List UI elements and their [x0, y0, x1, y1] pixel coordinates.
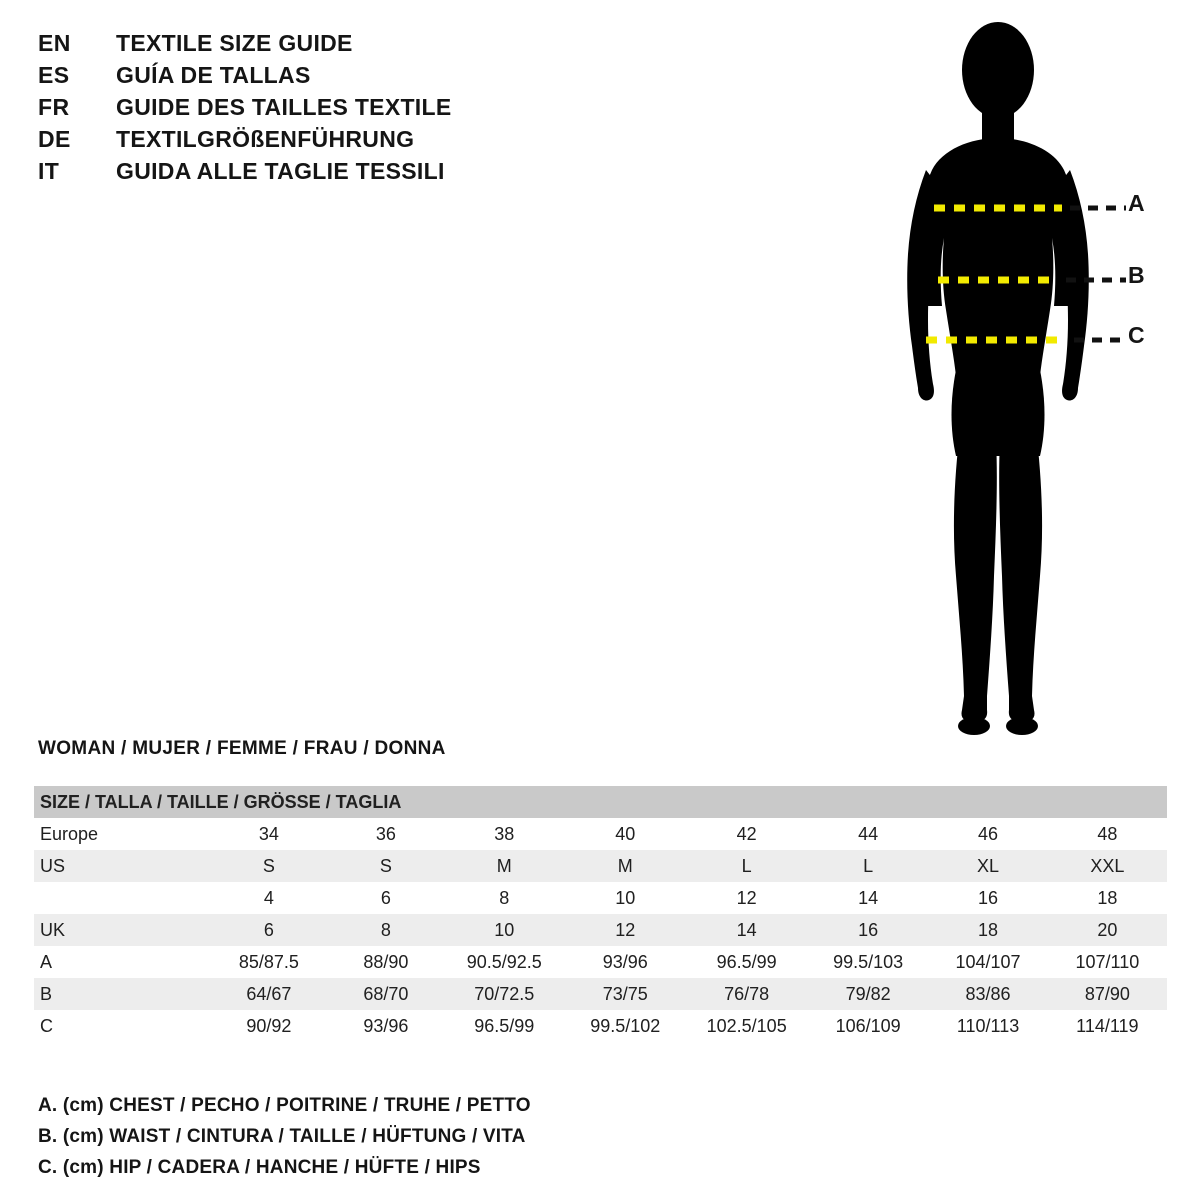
table-cell: 18 [1097, 887, 1118, 908]
table-cell: M [617, 855, 633, 876]
language-code: ES [38, 62, 70, 88]
table-cell: 68/70 [363, 983, 409, 1004]
body-silhouette-figure [830, 10, 1190, 740]
table-cell: 44 [858, 823, 879, 844]
table-row [34, 914, 1167, 946]
table-cell: XXL [1090, 855, 1125, 876]
table-cell: 18 [978, 919, 999, 940]
legend-line-c: C. (cm) HIP / CADERA / HANCHE / HÜFTE / HIPS [38, 1157, 481, 1178]
table-cell: 96.5/99 [716, 951, 777, 972]
table-cell: 64/67 [246, 983, 292, 1004]
table-cell: 114/119 [1076, 1015, 1139, 1036]
table-cell: 12 [736, 887, 757, 908]
row-label [34, 882, 210, 914]
language-code: EN [38, 30, 71, 56]
table-cell: 90/92 [246, 1015, 292, 1036]
language-row [38, 30, 638, 62]
table-caption: WOMAN / MUJER / FEMME / FRAU / DONNA [38, 738, 446, 759]
language-title: GUIDE DES TAILLES TEXTILE [116, 94, 452, 120]
table-cell: 8 [380, 919, 391, 940]
table-cell: 46 [978, 823, 999, 844]
size-chart-table [34, 786, 1167, 1042]
table-cell: 85/87.5 [238, 951, 299, 972]
table-cell: M [496, 855, 512, 876]
table-cell: L [863, 855, 874, 876]
language-code: IT [38, 158, 60, 184]
table-row [34, 946, 1167, 978]
table-cell: 16 [858, 919, 879, 940]
table-cell: 40 [615, 823, 636, 844]
table-cell: 79/82 [845, 983, 891, 1004]
table-cell: 38 [494, 823, 515, 844]
table-cell: S [262, 855, 275, 876]
table-cell: 93/96 [602, 951, 648, 972]
measure-label-a: A [1128, 190, 1145, 216]
table-cell: 10 [615, 887, 636, 908]
table-cell: 87/90 [1084, 983, 1130, 1004]
measure-label-c: C [1128, 322, 1145, 348]
table-cell: 20 [1097, 919, 1118, 940]
table-cell: 107/110 [1075, 951, 1140, 972]
table-cell: 88/90 [363, 951, 409, 972]
female-body-icon [907, 22, 1089, 735]
language-row [38, 158, 638, 190]
table-cell: 90.5/92.5 [466, 951, 542, 972]
table-cell: S [379, 855, 392, 876]
language-title: TEXTILE SIZE GUIDE [116, 30, 353, 56]
table-cell: 42 [736, 823, 757, 844]
table-cell: 10 [494, 919, 515, 940]
table-cell: 96.5/99 [474, 1015, 535, 1036]
language-row [38, 62, 638, 94]
measure-label-b: B [1128, 262, 1145, 288]
table-cell: 99.5/102 [590, 1015, 661, 1036]
row-label: C [40, 1015, 53, 1036]
table-cell: 102.5/105 [706, 1015, 787, 1036]
language-row [38, 126, 638, 158]
legend-line-b: B. (cm) WAIST / CINTURA / TAILLE / HÜFTUNG / VITA [38, 1126, 526, 1147]
table-cell: 99.5/103 [833, 951, 904, 972]
language-title: GUÍA DE TALLAS [116, 62, 311, 88]
row-label: B [40, 983, 53, 1004]
row-label: A [40, 951, 53, 972]
language-title-block [38, 30, 638, 190]
language-title: TEXTILGRÖßENFÜHRUNG [116, 126, 415, 152]
row-label: US [40, 855, 66, 876]
table-cell: 104/107 [955, 951, 1021, 972]
table-cell: XL [977, 855, 1000, 876]
table-cell: 6 [380, 887, 391, 908]
table-cell: 6 [263, 919, 274, 940]
table-cell: 36 [375, 823, 396, 844]
table-cell: 76/78 [724, 983, 770, 1004]
table-row [34, 818, 1167, 850]
language-code: FR [38, 94, 70, 120]
table-cell: 14 [736, 919, 757, 940]
table-cell: 93/96 [363, 1015, 409, 1036]
table-row [34, 1010, 1167, 1042]
table-cell: 110/113 [956, 1015, 1020, 1036]
table-cell: 83/86 [965, 983, 1011, 1004]
table-row [34, 978, 1167, 1010]
table-cell: L [741, 855, 752, 876]
table-cell: 70/72.5 [474, 983, 535, 1004]
table-header-label: SIZE / TALLA / TAILLE / GRÖSSE / TAGLIA [40, 791, 402, 812]
language-row [38, 94, 638, 126]
table-cell: 106/109 [835, 1015, 901, 1036]
table-cell: 48 [1097, 823, 1118, 844]
table-cell: 8 [499, 887, 510, 908]
table-cell: 73/75 [602, 983, 648, 1004]
table-cell: 34 [258, 823, 279, 844]
row-label: UK [40, 919, 66, 940]
table-row [34, 850, 1167, 882]
row-label: Europe [40, 823, 99, 844]
language-code: DE [38, 126, 71, 152]
table-cell: 4 [263, 887, 274, 908]
measurement-legend [38, 1090, 531, 1183]
table-cell: 12 [615, 919, 636, 940]
language-title: GUIDA ALLE TAGLIE TESSILI [116, 158, 445, 184]
legend-line-a: A. (cm) CHEST / PECHO / POITRINE / TRUHE / PETTO [38, 1095, 531, 1116]
table-cell: 14 [858, 887, 879, 908]
table-row [34, 882, 1167, 914]
table-cell: 16 [978, 887, 999, 908]
table-header-row [34, 786, 1167, 818]
